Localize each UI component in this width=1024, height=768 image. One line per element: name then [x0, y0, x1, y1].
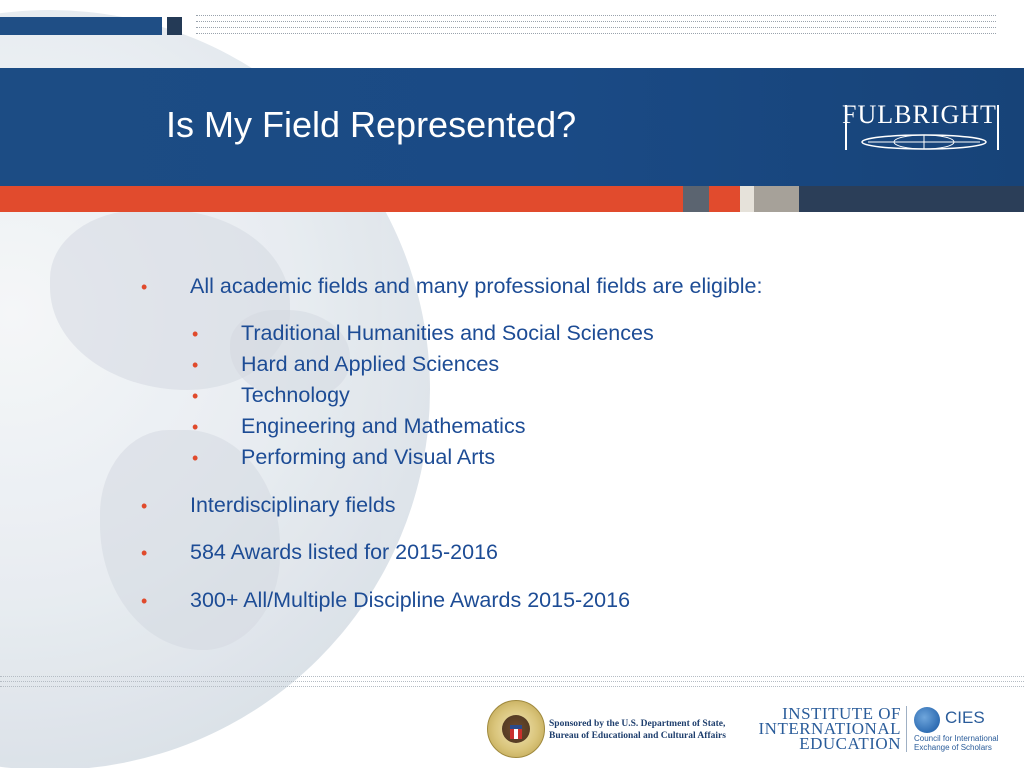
fulbright-wordmark: FULBRIGHT: [842, 100, 997, 129]
bullet-marker: •: [141, 543, 148, 563]
sponsor-line: Sponsored by the U.S. Department of State,: [549, 719, 726, 729]
cies-subtitle-line: Exchange of Scholars: [914, 743, 992, 752]
footer-dotted-line: [0, 686, 1024, 687]
logo-divider: [906, 706, 907, 752]
bullet-marker: •: [141, 496, 148, 516]
iie-line: INSTITUTE OF: [782, 704, 901, 723]
state-department-seal-icon: [487, 700, 545, 758]
bullet-marker: •: [141, 591, 148, 611]
sub-bullet-marker: •: [192, 355, 199, 375]
cies-subtitle: [914, 734, 999, 752]
sub-bullet-item: Traditional Humanities and Social Sciences: [241, 321, 654, 345]
slide-title: Is My Field Represented?: [166, 104, 577, 145]
footer-dotted-line: [0, 676, 1024, 677]
sponsor-text: [549, 718, 726, 742]
cies-logo-text: CIES: [945, 708, 985, 727]
footer-dotted-line: [0, 681, 1024, 682]
bullet-item: 584 Awards listed for 2015-2016: [190, 540, 498, 564]
sub-bullet-marker: •: [192, 324, 199, 344]
bullet-marker: •: [141, 277, 148, 297]
bullet-item: Interdisciplinary fields: [190, 493, 396, 517]
sub-bullet-item: Technology: [241, 383, 350, 407]
iie-line: INTERNATIONAL: [758, 719, 901, 738]
sub-bullet-marker: •: [192, 417, 199, 437]
sub-bullet-marker: •: [192, 448, 199, 468]
sub-bullet-marker: •: [192, 386, 199, 406]
bullet-item: All academic fields and many professional fields are eligible:: [190, 274, 763, 298]
sub-bullet-item: Hard and Applied Sciences: [241, 352, 500, 376]
sub-bullet-item: Engineering and Mathematics: [241, 414, 526, 438]
seal-shield: [510, 725, 522, 739]
sub-bullet-item: Performing and Visual Arts: [241, 445, 496, 469]
iie-line: EDUCATION: [799, 734, 901, 753]
iie-logo: [745, 706, 901, 751]
sponsor-line: Bureau of Educational and Cultural Affairs: [549, 731, 726, 741]
bullet-item: 300+ All/Multiple Discipline Awards 2015-2016: [190, 588, 631, 612]
cies-globe-icon: [914, 707, 940, 733]
cies-subtitle-line: Council for International: [914, 734, 999, 743]
